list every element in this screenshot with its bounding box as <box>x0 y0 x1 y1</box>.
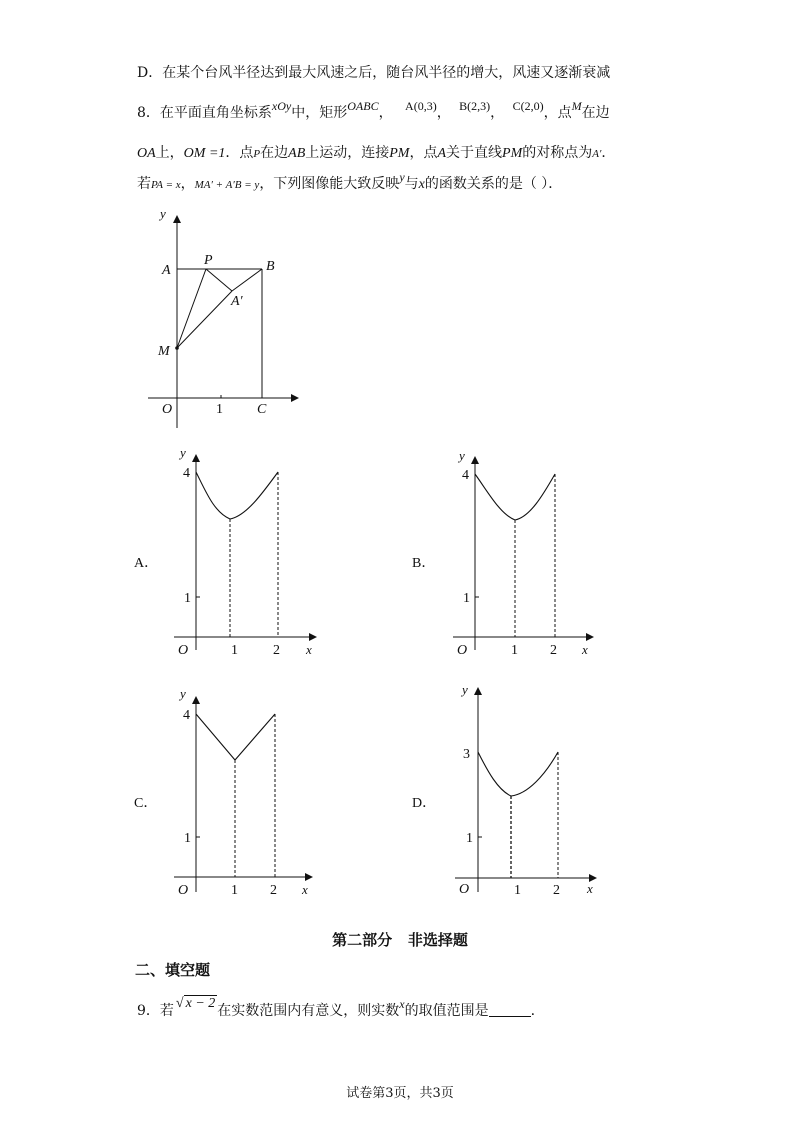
q8-var-x: x <box>418 177 425 192</box>
opt-c-x1-label: 1 <box>231 883 238 898</box>
segment-pa-prime <box>206 269 232 291</box>
opt-a-origin-label: O <box>178 643 189 658</box>
q9-sqrt: √ x − 2 <box>175 996 216 1011</box>
opt-c-ytop-label: 4 <box>183 708 190 723</box>
q8-y-eq: MA′ + A′B = y <box>194 179 260 191</box>
opt-d-x1-label: 1 <box>514 883 521 898</box>
q8-om-eq: OM =1 <box>183 146 226 161</box>
opt-d-y1-label: 1 <box>466 831 473 846</box>
q8-sep: ， <box>436 105 451 121</box>
q9-var-x: x <box>399 997 405 1011</box>
q8-line-pm: PM <box>502 146 523 161</box>
opt-c-polyline <box>196 714 275 760</box>
opt-d-origin-label: O <box>459 882 470 897</box>
q8-point-a: A(0,3) <box>405 99 437 113</box>
point-m-dot <box>175 346 179 350</box>
q8-text: 关于直线 <box>446 145 503 161</box>
q8-text: 与 <box>404 176 419 192</box>
opt-b-x1-label: 1 <box>511 643 518 658</box>
segment-a-prime-b <box>232 269 262 291</box>
q8-text: 在边 <box>581 105 610 121</box>
q8-text: 上运动，连接 <box>305 145 390 161</box>
main-y-label: y <box>160 206 166 221</box>
q8-text: 的对称点为 <box>522 145 593 161</box>
label-m: M <box>158 344 170 359</box>
q8-text: 在边 <box>260 145 289 161</box>
label-c: C <box>257 402 267 417</box>
q9-radicand: x − 2 <box>185 996 216 1011</box>
opt-b-y1-label: 1 <box>463 591 470 606</box>
q8-text: ，下列图像能大致反映 <box>259 176 400 192</box>
opt-c-x2-label: 2 <box>270 883 277 898</box>
q8-aprime: A′ <box>592 148 602 160</box>
label-o: O <box>162 402 173 417</box>
q8-point-b: B(2,3) <box>459 99 491 113</box>
q8-rect: OABC <box>347 99 379 113</box>
label-b: B <box>266 259 275 274</box>
opt-c-y-label: y <box>180 686 186 701</box>
opt-b-origin-label: O <box>457 643 468 658</box>
opt-a-ytop-label: 4 <box>183 466 190 481</box>
opt-d-x-label: x <box>587 881 593 896</box>
opt-a-curve <box>196 472 278 519</box>
q8-text: ． <box>601 145 616 161</box>
segment-ma-prime <box>177 291 232 348</box>
opt-b-curve <box>475 474 555 520</box>
q7-option-d-text: 在某个台风半径达到最大风速之后，随台风半径的增大，风速又逐渐衰减 <box>162 65 611 81</box>
opt-d-y-label: y <box>462 682 468 697</box>
opt-c-origin-label: O <box>178 883 189 898</box>
opt-a-y1-label: 1 <box>184 591 191 606</box>
option-c-graph <box>174 686 312 898</box>
opt-d-ytop-label: 3 <box>463 747 470 762</box>
q8-text: ，点 <box>409 145 438 161</box>
q8-number: 8． <box>137 105 160 121</box>
q9-text: 在实数范围内有意义，则实数 <box>217 1003 400 1019</box>
q8-text: ，点 <box>543 105 572 121</box>
option-a-label[interactable]: A． <box>134 556 159 571</box>
page-footer: 试卷第3页，共3页 <box>346 1086 454 1101</box>
section-title: 二、填空题 <box>135 961 211 979</box>
q8-seg-pm: PM <box>389 146 410 161</box>
q9-text: . <box>530 1003 536 1019</box>
q8-sep: ， <box>490 105 505 121</box>
opt-b-ytop-label: 4 <box>462 468 469 483</box>
opt-b-y-label: y <box>459 448 465 463</box>
q9-text: 的取值范围是 <box>404 1003 489 1019</box>
part2-title: 第二部分 非选择题 <box>332 931 468 949</box>
option-b-graph <box>453 448 593 658</box>
q8-point-m: M <box>571 99 582 113</box>
opt-a-y-label: y <box>180 445 186 460</box>
q8-text: 的函数关系的是（ ）． <box>424 176 563 192</box>
q8-text: 若 <box>137 176 151 192</box>
label-tick-1: 1 <box>216 402 223 417</box>
opt-a-x2-label: 2 <box>273 643 280 658</box>
q8-text: 中，矩形 <box>291 105 348 121</box>
opt-a-x-label: x <box>306 642 312 657</box>
option-d-label[interactable]: D． <box>412 796 437 811</box>
opt-c-y1-label: 1 <box>184 831 191 846</box>
q8-var-y: y <box>399 170 405 184</box>
q8-edge-oa: OA <box>137 146 156 161</box>
label-a: A <box>162 263 171 278</box>
opt-c-x-label: x <box>302 882 308 897</box>
q8-edge-ab: AB <box>288 146 306 161</box>
opt-d-x2-label: 2 <box>553 883 560 898</box>
q9-number: 9． <box>137 1003 160 1019</box>
main-figure <box>148 206 298 428</box>
q8-text: ， <box>180 176 195 192</box>
q9-text: 若 <box>159 1003 174 1019</box>
option-a-graph <box>174 445 316 658</box>
opt-d-curve <box>478 752 558 796</box>
option-d-graph <box>455 682 596 898</box>
opt-a-x1-label: 1 <box>231 643 238 658</box>
q9-answer-blank[interactable] <box>489 1002 531 1017</box>
q7-option-d-label: D． <box>137 65 163 81</box>
option-b-label[interactable]: B． <box>412 556 436 571</box>
q8-point-p: P <box>253 148 261 160</box>
label-p: P <box>204 253 213 268</box>
opt-b-x-label: x <box>582 642 588 657</box>
q9-line <box>137 996 536 1022</box>
q8-point-a2: A <box>437 146 447 161</box>
label-a-prime: A′ <box>231 294 243 309</box>
opt-b-x2-label: 2 <box>550 643 557 658</box>
q8-text: 上， <box>155 145 184 161</box>
option-c-label[interactable]: C． <box>134 796 158 811</box>
q8-pa-eq: PA = x <box>151 179 181 191</box>
q8-sep: ， <box>378 105 393 121</box>
q8-text: 在平面直角坐标系 <box>159 105 272 121</box>
segment-mp <box>177 269 206 348</box>
q8-text: ．点 <box>225 145 254 161</box>
q8-point-c: C(2,0) <box>512 99 544 113</box>
q8-coord-sys: xOy <box>271 99 292 113</box>
